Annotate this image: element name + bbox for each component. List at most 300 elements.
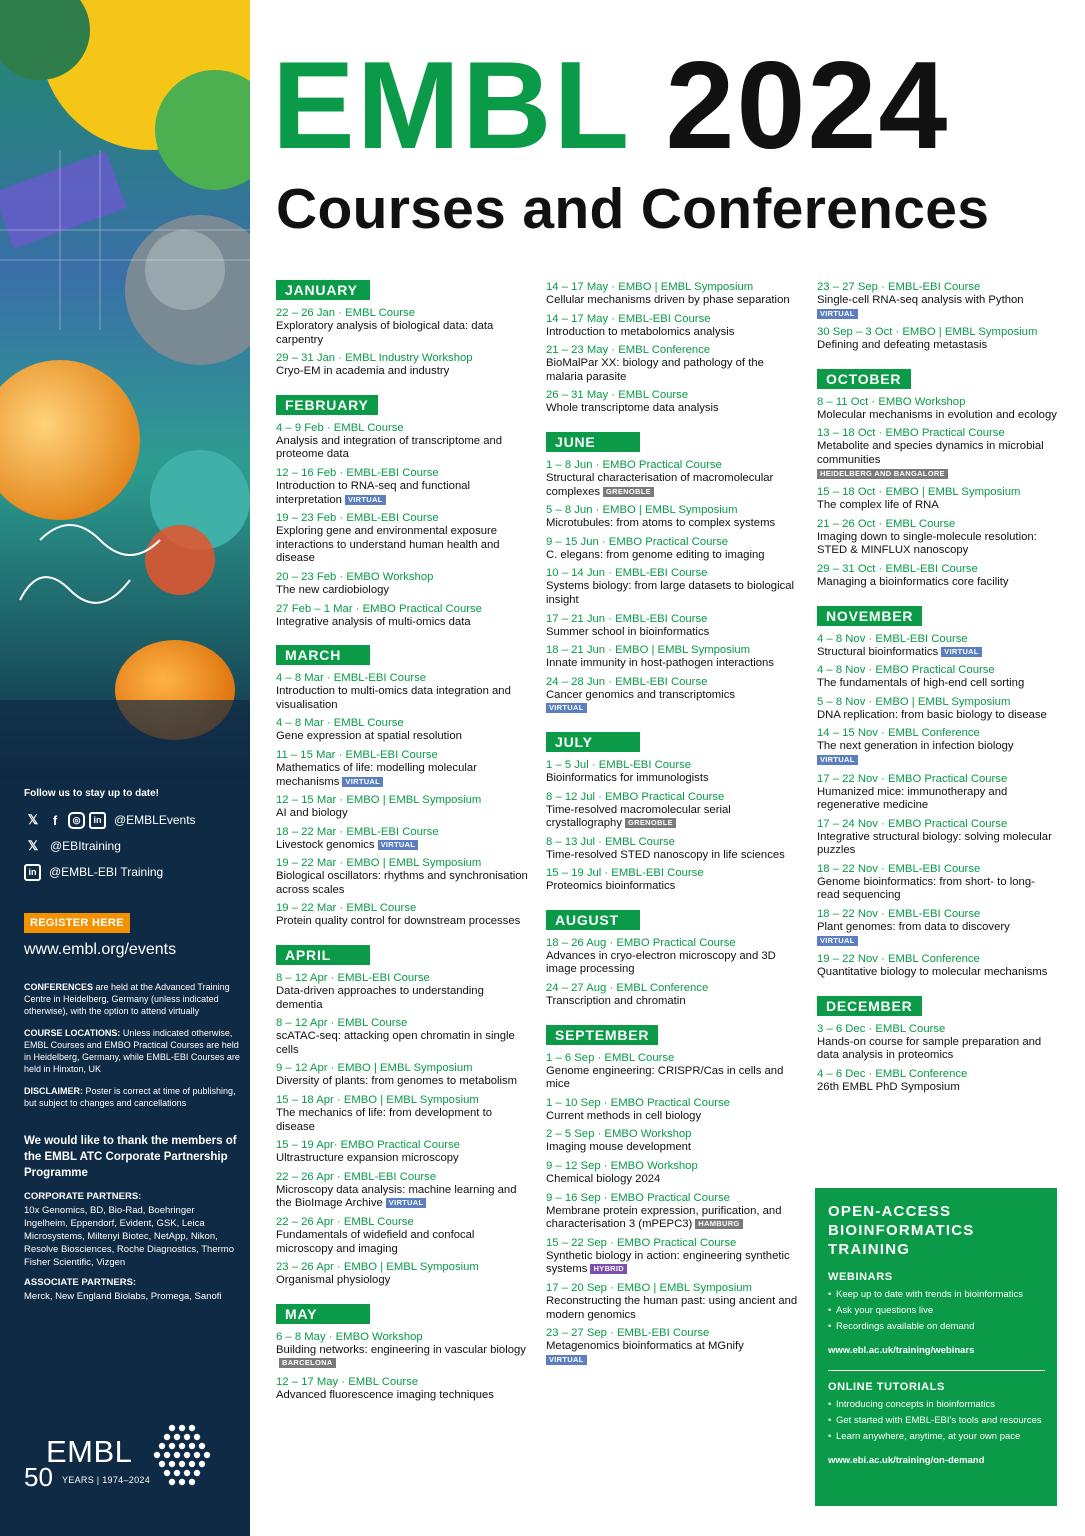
event-date: 18 – 26 Aug · EMBO Practical Course (546, 936, 736, 949)
event-title (276, 1184, 531, 1211)
page-subtitle: Courses and Conferences (276, 177, 990, 241)
event-item[interactable] (276, 511, 531, 566)
event-item[interactable] (276, 1138, 531, 1166)
event-item[interactable] (276, 671, 531, 712)
event-date: 23 – 27 Sep · EMBL-EBI Course (817, 281, 981, 293)
event-title-text: Time-resolved macromolecular serial crystallography (546, 803, 731, 830)
event-item[interactable] (276, 1061, 531, 1089)
event-title-text: Analysis and integration of transcriptome and proteome data (276, 434, 503, 461)
event-title-text: Time-resolved STED nanoscopy in life sciences (546, 848, 785, 861)
event-date: 1 – 5 Jul · EMBL-EBI Course (546, 758, 692, 771)
events-website-link[interactable]: www.embl.org/events (24, 941, 177, 958)
event-item[interactable] (546, 1127, 801, 1155)
event-item[interactable] (546, 612, 801, 640)
event-date: 3 – 6 Dec · EMBL Course (817, 1022, 946, 1035)
event-title (546, 402, 801, 416)
event-date: 19 – 22 Nov · EMBL Conference (817, 953, 980, 966)
event-title (546, 1340, 801, 1367)
title-year: 2024 (665, 37, 950, 175)
event-date: 17 – 24 Nov · EMBO Practical Course (817, 817, 1008, 830)
event-title (817, 709, 1057, 723)
event-item[interactable] (546, 1281, 801, 1322)
month-heading: JULY (546, 732, 640, 752)
event-title (276, 685, 531, 712)
tutorial-item: • Get started with EMBL-EBI's tools and resources (828, 1415, 1045, 1427)
month-spacer (276, 933, 531, 945)
event-title (276, 1152, 531, 1166)
linkedin-icon[interactable]: in (24, 864, 41, 881)
event-date: 12 – 15 Mar · EMBO | EMBL Symposium (276, 794, 482, 807)
event-title-text: 26th EMBL PhD Symposium (817, 1081, 960, 1094)
event-date: 29 – 31 Jan · EMBL Industry Workshop (276, 352, 473, 365)
event-date: 2 – 5 Sep · EMBO Workshop (546, 1128, 692, 1141)
event-title (817, 409, 1057, 423)
event-title (276, 1274, 531, 1288)
event-item[interactable] (817, 517, 1057, 558)
event-tag-loc: GRENOBLE (603, 487, 654, 497)
event-date: 15 – 19 Apr· EMBO Practical Course (276, 1139, 460, 1152)
event-tag-virtual: VIRTUAL (342, 777, 383, 787)
event-title (817, 677, 1057, 691)
event-title-text: The fundamentals of high-end cell sorting (817, 677, 1025, 690)
month-heading: JUNE (546, 432, 640, 452)
event-date: 13 – 18 Oct · EMBO Practical Course (817, 427, 1005, 440)
event-title (817, 1036, 1057, 1063)
event-tag-virtual: VIRTUAL (546, 1355, 587, 1365)
event-item[interactable] (546, 643, 801, 671)
event-title-text: Integrative analysis of multi-omics data (276, 615, 471, 628)
event-title-text: Managing a bioinformatics core facility (817, 575, 1009, 588)
bioinformatics-training-box (815, 1188, 1057, 1506)
event-item[interactable] (546, 1236, 801, 1277)
event-title (276, 839, 531, 853)
corporate-partners-list: 10x Genomics, BD, Bio-Rad, Boehringer Ingelheim, Eppendorf, Evident, GSK, Leica Microsystems, Miltenyi Biotec, NetApp, Nikon, Resolve Biosciences, Roche Diagnostics, Thermo Fisher Scientific, Vizgen (24, 1205, 234, 1268)
event-item[interactable] (276, 351, 531, 379)
event-item[interactable] (546, 936, 801, 977)
event-item[interactable] (276, 856, 531, 897)
webinar-item: • Keep up to date with trends in bioinformatics (828, 1289, 1045, 1301)
webinars-heading: WEBINARS (828, 1271, 893, 1283)
month-spacer (546, 720, 801, 732)
logo-embl-text: EMBL (46, 1434, 133, 1469)
event-tag-virtual: VIRTUAL (546, 703, 587, 713)
event-date: 17 – 20 Sep · EMBO | EMBL Symposium (546, 1282, 752, 1294)
note-course-locations: COURSE LOCATIONS: Unless indicated otherwise, EMBL Courses and EMBO Practical Courses are held in Heidelberg, Germany, while EMBL-EBI Courses are held in Hinxton, UK (24, 1028, 240, 1074)
event-date: 23 – 27 Sep · EMBL-EBI Course (546, 1327, 710, 1340)
event-date: 12 – 17 May · EMBL Course (276, 1375, 419, 1388)
event-date: 22 – 26 Apr · EMBL-EBI Course (276, 1170, 437, 1183)
event-date: 4 – 9 Feb · EMBL Course (276, 421, 404, 434)
event-title (546, 472, 801, 499)
event-item[interactable] (546, 1096, 801, 1124)
event-date: 26 – 31 May · EMBL Course (546, 389, 689, 402)
event-tag-virtual: VIRTUAL (817, 309, 858, 319)
event-title (276, 762, 531, 789)
event-title (276, 1344, 531, 1371)
facebook-icon[interactable]: f (52, 812, 58, 828)
month-heading: MAY (276, 1304, 370, 1324)
event-title (276, 870, 531, 897)
embl-50-logo (24, 1420, 224, 1500)
event-tag-virtual: VIRTUAL (378, 840, 419, 850)
event-item[interactable] (276, 716, 531, 744)
logo-fifty: 50 (24, 1462, 53, 1492)
event-date: 15 – 18 Oct · EMBO | EMBL Symposium (817, 486, 1021, 499)
event-title (276, 365, 531, 379)
event-title-text: The next generation in infection biology (817, 740, 1014, 753)
event-date: 21 – 23 May · EMBL Conference (546, 344, 711, 357)
event-title (276, 435, 531, 462)
event-title (276, 730, 531, 744)
event-title (546, 326, 801, 340)
event-title-text: Exploring gene and environmental exposure interactions to understand human health and disease (276, 525, 500, 565)
event-item[interactable] (817, 817, 1057, 858)
month-heading: OCTOBER (817, 369, 911, 389)
event-title (276, 480, 531, 507)
event-title-text: The new cardiobiology (276, 583, 390, 596)
event-tag-hybrid: HYBRID (590, 1264, 627, 1274)
event-date: 4 – 8 Nov · EMBL-EBI Course (817, 632, 968, 645)
event-tag-virtual: VIRTUAL (345, 495, 386, 505)
event-item[interactable] (276, 971, 531, 1012)
event-title-text: Membrane protein expression, purification, and characterisation 3 (mPEPC3) (546, 1204, 782, 1231)
event-title (546, 995, 801, 1009)
event-title (546, 1205, 801, 1232)
event-item[interactable] (546, 1159, 801, 1187)
event-date: 27 Feb – 1 Mar · EMBO Practical Course (276, 602, 482, 615)
month-heading: DECEMBER (817, 996, 922, 1016)
bio-divider (828, 1370, 1045, 1371)
event-title-text: The complex life of RNA (817, 499, 939, 512)
event-date: 10 – 14 Jun · EMBL-EBI Course (546, 567, 708, 580)
event-date: 29 – 31 Oct · EMBL-EBI Course (817, 562, 978, 575)
event-item[interactable] (546, 835, 801, 863)
x-icon[interactable]: 𝕏 (27, 838, 39, 853)
event-date: 4 – 8 Mar · EMBL-EBI Course (276, 672, 427, 685)
event-item[interactable] (817, 862, 1057, 903)
event-item[interactable] (817, 1022, 1057, 1063)
event-title-text: scATAC-seq: attacking open chromatin in single cells (276, 1030, 515, 1056)
event-item[interactable] (817, 632, 1057, 660)
event-title-text: Structural characterisation of macromolecular complexes (546, 471, 774, 498)
event-tag-loc: HAMBURG (695, 1219, 742, 1229)
event-title (817, 966, 1057, 980)
tutorial-item: • Introducing concepts in bioinformatics (828, 1399, 1045, 1411)
event-title (817, 646, 1057, 660)
event-tag-loc: HEIDELBERG AND BANGALORE (817, 469, 948, 479)
event-title (276, 320, 531, 347)
event-item[interactable] (817, 695, 1057, 723)
event-title (546, 772, 801, 786)
month-spacer (817, 357, 1057, 369)
event-item[interactable] (546, 981, 801, 1009)
event-title (817, 876, 1057, 903)
month-spacer (276, 1292, 531, 1304)
month-spacer (817, 984, 1057, 996)
event-title-text: Cancer genomics and transcriptomics (546, 688, 735, 701)
event-item[interactable] (817, 1067, 1057, 1095)
event-title-text: C. elegans: from genome editing to imaging (546, 548, 765, 561)
event-title-text: Imaging down to single-molecule resolution: STED & MINFLUX nanoscopy (817, 530, 1037, 557)
event-item[interactable] (817, 726, 1057, 767)
month-heading: NOVEMBER (817, 606, 922, 626)
event-item[interactable] (276, 825, 531, 853)
event-date: 22 – 26 Apr · EMBL Course (276, 1216, 414, 1228)
event-item[interactable] (276, 466, 531, 507)
event-title-text: Cellular mechanisms driven by phase separation (546, 294, 790, 306)
logo-years: YEARS | 1974–2024 (62, 1475, 150, 1485)
event-title-text: Summer school in bioinformatics (546, 625, 710, 638)
instagram-icon[interactable]: ◎ (68, 812, 85, 829)
event-date: 6 – 8 May · EMBO Workshop (276, 1330, 423, 1343)
event-title-text: Proteomics bioinformatics (546, 880, 676, 893)
event-title-text: Introduction to metabolomics analysis (546, 325, 735, 338)
event-title (546, 626, 801, 640)
event-date: 14 – 15 Nov · EMBL Conference (817, 727, 980, 740)
event-item[interactable] (817, 325, 1057, 353)
event-item[interactable] (817, 426, 1057, 481)
event-item[interactable] (546, 503, 801, 531)
linkedin-icon[interactable]: in (89, 812, 106, 829)
x-icon[interactable]: 𝕏 (27, 812, 39, 827)
event-title (276, 616, 531, 630)
event-title (546, 1110, 801, 1124)
event-title-text: Microscopy data analysis: machine learning and the BioImage Archive (276, 1183, 517, 1210)
event-title-text: Advanced fluorescence imaging techniques (276, 1388, 494, 1401)
event-date: 8 – 12 Apr · EMBL Course (276, 1017, 408, 1030)
event-date: 18 – 21 Jun · EMBO | EMBL Symposium (546, 644, 751, 657)
event-item[interactable] (817, 485, 1057, 513)
event-item[interactable] (546, 675, 801, 716)
event-item[interactable] (546, 343, 801, 384)
scientific-artwork (0, 0, 250, 780)
event-title (276, 807, 531, 821)
event-date: 5 – 8 Nov · EMBO | EMBL Symposium (817, 695, 1011, 708)
associate-partners-list: Merck, New England Biolabs, Promega, Sanofi (24, 1291, 222, 1302)
event-date: 8 – 11 Oct · EMBO Workshop (817, 395, 966, 408)
event-title (546, 657, 801, 671)
event-item[interactable] (276, 421, 531, 462)
event-item[interactable] (817, 395, 1057, 423)
event-title (817, 339, 1057, 353)
event-date: 9 – 12 Sep · EMBO Workshop (546, 1160, 698, 1173)
event-item[interactable] (276, 1016, 531, 1057)
event-date: 4 – 8 Nov · EMBO Practical Course (817, 664, 995, 677)
event-item[interactable] (276, 901, 531, 929)
event-title-text: Defining and defeating metastasis (817, 339, 988, 352)
event-title-text: Microtubules: from atoms to complex systems (546, 517, 776, 530)
tutorials-link[interactable]: www.ebi.ac.uk/training/on-demand (828, 1455, 985, 1466)
social-row-ebi-training (24, 833, 240, 859)
artwork-illustration (0, 0, 250, 780)
event-title-text: Quantitative biology to molecular mechanisms (817, 966, 1048, 979)
event-title (546, 580, 801, 607)
event-title (817, 740, 1057, 767)
event-title (817, 921, 1057, 948)
event-title-text: Current methods in cell biology (546, 1109, 702, 1122)
event-title (546, 357, 801, 384)
event-item[interactable] (276, 306, 531, 347)
event-title (276, 525, 531, 566)
event-date: 18 – 22 Nov · EMBL-EBI Course (817, 908, 981, 921)
corporate-partners-heading: CORPORATE PARTNERS: (24, 1191, 142, 1202)
event-item[interactable] (546, 566, 801, 607)
event-date: 19 – 22 Mar · EMBL Course (276, 902, 417, 915)
event-title-text: Bioinformatics for immunologists (546, 771, 709, 784)
event-tag-virtual: VIRTUAL (386, 1198, 427, 1208)
event-title-text: Genome bioinformatics: from short- to long-read sequencing (817, 875, 1035, 902)
calendar-column-2 (546, 280, 801, 1371)
event-title-text: Introduction to RNA-seq and functional interpretation (276, 479, 471, 506)
event-item[interactable] (546, 866, 801, 894)
event-item[interactable] (546, 758, 801, 786)
event-title (276, 1075, 531, 1089)
event-title-text: Whole transcriptome data analysis (546, 402, 719, 415)
event-item[interactable] (817, 280, 1057, 321)
event-title (817, 1081, 1057, 1095)
page-title (272, 37, 950, 175)
month-heading: APRIL (276, 945, 370, 965)
month-heading: JANUARY (276, 280, 370, 300)
hexagon-dots-icon (146, 1422, 218, 1494)
social-handle[interactable]: @EMBL-EBI Training (49, 865, 164, 879)
event-date: 17 – 22 Nov · EMBO Practical Course (817, 772, 1008, 785)
event-title (817, 831, 1057, 858)
event-title-text: Building networks: engineering in vascular biology (276, 1343, 526, 1356)
event-item[interactable] (276, 1260, 531, 1288)
event-title-text: Integrative structural biology: solving molecular puzzles (817, 830, 1052, 857)
event-item[interactable] (546, 312, 801, 340)
event-title (546, 294, 801, 308)
event-title (546, 1250, 801, 1277)
event-item[interactable] (276, 1215, 531, 1256)
event-item[interactable] (546, 458, 801, 499)
event-item[interactable] (276, 1170, 531, 1211)
event-item[interactable] (546, 280, 801, 308)
event-title-text: Mathematics of life: modelling molecular mechanisms (276, 761, 477, 788)
event-date: 1 – 10 Sep · EMBO Practical Course (546, 1096, 730, 1109)
social-handle[interactable]: @EMBLEvents (114, 813, 196, 827)
webinars-link[interactable]: www.ebl.ac.uk/training/webinars (828, 1345, 975, 1356)
event-item[interactable] (546, 388, 801, 416)
calendar-column-3 (817, 280, 1057, 1099)
event-item[interactable] (546, 1051, 801, 1092)
event-title (817, 499, 1057, 513)
event-item[interactable] (817, 907, 1057, 948)
event-date: 17 – 21 Jun · EMBL-EBI Course (546, 612, 708, 625)
event-title-text: Gene expression at spatial resolution (276, 730, 462, 743)
event-title-text: Structural bioinformatics (817, 645, 939, 658)
event-title-text: Metagenomics bioinformatics at MGnify (546, 1340, 744, 1353)
event-item[interactable] (276, 1375, 531, 1403)
event-item[interactable] (546, 535, 801, 563)
title-embl: EMBL (272, 37, 630, 175)
event-title (546, 689, 801, 716)
tutorial-item: • Learn anywhere, anytime, at your own pace (828, 1431, 1045, 1443)
event-title-text: Cryo-EM in academia and industry (276, 365, 450, 378)
event-date: 18 – 22 Nov · EMBL-EBI Course (817, 862, 981, 875)
event-date: 24 – 28 Jun · EMBL-EBI Course (546, 675, 708, 688)
event-date: 19 – 23 Feb · EMBL-EBI Course (276, 512, 439, 525)
event-title-text: Data-driven approaches to understanding dementia (276, 985, 484, 1011)
event-title (276, 1107, 531, 1134)
event-tag-virtual: VIRTUAL (817, 755, 858, 765)
event-item[interactable] (546, 1326, 801, 1367)
event-date: 15 – 19 Jul · EMBL-EBI Course (546, 867, 704, 880)
event-item[interactable] (817, 772, 1057, 813)
event-title-text: Exploratory analysis of biological data: data carpentry (276, 320, 494, 346)
month-spacer (817, 594, 1057, 606)
month-spacer (546, 420, 801, 432)
event-title (817, 576, 1057, 590)
event-title (546, 804, 801, 831)
social-row-linkedin (24, 859, 240, 885)
event-tag-virtual: VIRTUAL (941, 647, 982, 657)
event-title-text: Protein quality control for downstream processes (276, 915, 521, 928)
event-item[interactable] (276, 1093, 531, 1134)
social-handle[interactable]: @EBItraining (50, 839, 121, 853)
month-heading: MARCH (276, 645, 370, 665)
event-title-text: Genome engineering: CRISPR/Cas in cells and mice (546, 1064, 784, 1091)
event-title-text: Systems biology: from large datasets to biological insight (546, 580, 795, 606)
event-item[interactable] (817, 562, 1057, 590)
event-date: 9 – 15 Jun · EMBO Practical Course (546, 535, 729, 548)
webinar-item: • Recordings available on demand (828, 1321, 1045, 1333)
event-item[interactable] (276, 748, 531, 789)
event-tag-virtual: VIRTUAL (817, 936, 858, 946)
event-title-text: Fundamentals of widefield and confocal microscopy and imaging (276, 1229, 475, 1255)
event-date: 24 – 27 Aug · EMBL Conference (546, 982, 709, 995)
tutorials-heading: ONLINE TUTORIALS (828, 1381, 945, 1393)
event-item[interactable] (817, 663, 1057, 691)
event-date: 22 – 26 Jan · EMBL Course (276, 307, 415, 319)
register-button[interactable]: REGISTER HERE (24, 913, 130, 933)
event-item[interactable] (546, 790, 801, 831)
month-spacer (546, 1013, 801, 1025)
sidebar (0, 0, 250, 1536)
event-title (546, 517, 801, 531)
event-date: 8 – 12 Jul · EMBO Practical Course (546, 790, 725, 803)
event-title-text: Livestock genomics (276, 838, 375, 851)
event-title (546, 1141, 801, 1155)
month-heading: AUGUST (546, 910, 640, 930)
event-date: 15 – 22 Sep · EMBO Practical Course (546, 1236, 737, 1249)
event-title (546, 1173, 801, 1187)
event-title (276, 1030, 531, 1057)
event-title-text: BioMalPar XX: biology and pathology of the malaria parasite (546, 357, 764, 383)
follow-text: Follow us to stay up to date! (24, 788, 159, 799)
event-item[interactable] (276, 793, 531, 821)
event-title-text: Chemical biology 2024 (546, 1173, 661, 1186)
event-item[interactable] (546, 1191, 801, 1232)
thanks-text: We would like to thank the members of the EMBL ATC Corporate Partnership Programme (24, 1135, 237, 1179)
event-title-text: Reconstructing the human past: using ancient and modern genomics (546, 1295, 798, 1321)
event-title-text: Synthetic biology in action: engineering synthetic systems (546, 1249, 790, 1276)
event-item[interactable] (276, 602, 531, 630)
event-date: 1 – 6 Sep · EMBL Course (546, 1051, 675, 1064)
event-date: 4 – 6 Dec · EMBL Conference (817, 1068, 968, 1081)
month-heading: FEBRUARY (276, 395, 378, 415)
event-title (546, 1295, 801, 1322)
event-title (817, 786, 1057, 813)
event-item[interactable] (276, 1330, 531, 1371)
event-date: 8 – 12 Apr · EMBL-EBI Course (276, 972, 430, 985)
event-item[interactable] (276, 570, 531, 598)
event-item[interactable] (817, 952, 1057, 980)
event-date: 14 – 17 May · EMBO | EMBL Symposium (546, 281, 754, 293)
event-title (276, 985, 531, 1012)
event-date: 9 – 12 Apr · EMBO | EMBL Symposium (276, 1062, 473, 1075)
